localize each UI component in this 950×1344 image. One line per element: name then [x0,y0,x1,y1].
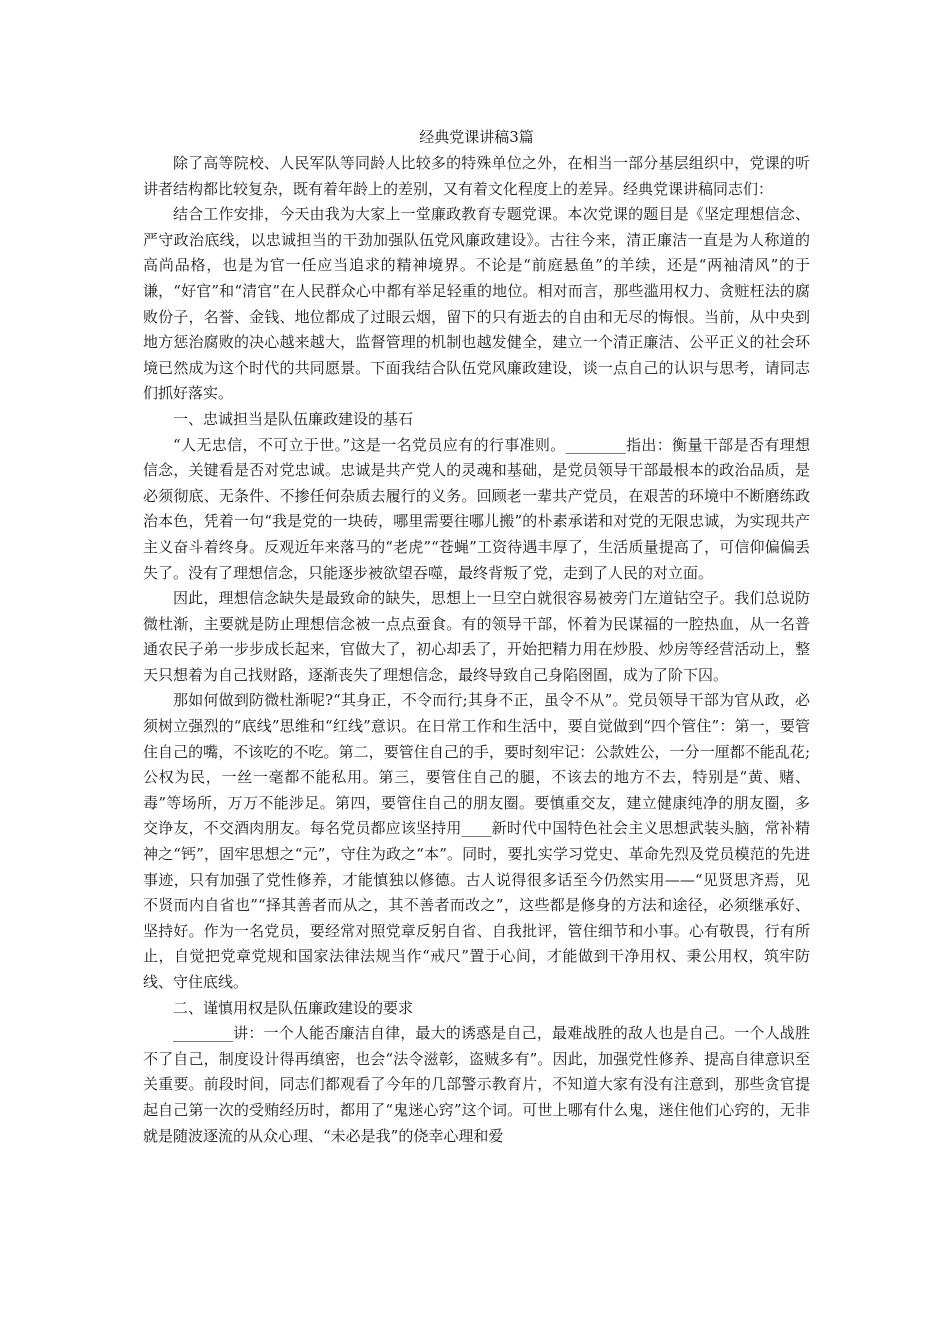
paragraph-prevention: 那如何做到防微杜渐呢?“其身正，不令而行;其身不正，虽令不从”。党员领导干部为官从政，必须树立强烈的“底线”思维和“红线”意识。在日常工作和生活中，要自觉做到“四个管住”：第一，要管住自己的嘴，不该吃的不吃。第二，要管住自己的手，要时刻牢记：公款姓公，一分一厘都不能乱花;公权为民，一丝一毫都不能私用。第三，要管住自己的腿，不该去的地方不去，特别是“黄、赌、毒”等场所，万万不能涉足。第四，要管住自己的朋友圈。要慎重交友，建立健康纯净的朋友圈，多交诤友，不交酒肉朋友。每名党员都应该坚持用____新时代中国特色社会主义思想武装头脑，常补精神之“钙”，固牢思想之“元”，守住为政之“本”。同时，要扎实学习党史、革命先烈及党员模范的先进事迹，只有加强了党性修养，才能慎独以修德。古人说得很多话至今仍然实用——“见贤思齐焉，见不贤而内自省也”“择其善者而从之，其不善者而改之”，这些都是修身的方法和途径，必须继承好、坚持好。作为一名党员，要经常对照党章反躬自省、自我批评，管住细节和小事。心有敬畏，行有所止，自觉把党章党规和国家法律法规当作“戒尺”置于心间，才能做到干净用权、秉公用权，筑牢防线、守住底线。 [143,691,810,991]
paragraph-self-discipline: ________讲：一个人能否廉洁自律，最大的诱惑是自己，最难战胜的敌人也是自己。一个人战胜不了自己，制度设计得再缜密，也会“法令滋彰，盗贼多有”。因此，加强党性修养、提高自律意识至关重要。前段时间，同志们都观看了今年的几部警示教育片，不知道大家有没有注意到，那些贪官提起自己第一次的受贿经历时，都用了“鬼迷心窍”这个词。可世上哪有什么鬼，迷住他们心窍的，无非就是随波逐流的从众心理、“未必是我”的侥幸心理和爱 [143,1024,810,1145]
paragraph-opening: 结合工作安排，今天由我为大家上一堂廉政教育专题党课。本次党课的题目是《坚定理想信念、严守政治底线，以忠诚担当的干劲加强队伍党风廉政建设》。古往今来，清正廉洁一直是为人称道的高尚品格，也是为官一任应当追求的精神境界。不论是“前庭悬鱼”的羊续，还是“两袖清风”的于谦，“好官”和“清官”在人民群众心中都有举足轻重的地位。相对而言，那些滥用权力、贪赃枉法的腐败份子，名誉、金钱、地位都成了过眼云烟，留下的只有逝去的自由和无尽的悔恨。当前，从中央到地方惩治腐败的决心越来越大，监督管理的机制也越发健全，建立一个清正廉洁、公平正义的社会环境已然成为这个时代的共同愿景。下面我结合队伍党风廉政建设，谈一点自己的认识与思考，请同志们抓好落实。 [143,205,810,403]
document-page [143,124,810,1149]
paragraph-intro: 除了高等院校、人民军队等同龄人比较多的特殊单位之外，在相当一部分基层组织中，党课的听讲者结构都比较复杂，既有着年龄上的差别，又有着文化程度上的差异。经典党课讲稿同志们： [143,154,810,198]
document-title: 经典党课讲稿3篇 [419,128,534,146]
section-heading-1: 一、忠诚担当是队伍廉政建设的基石 [173,409,414,428]
section-heading-2: 二、谨慎用权是队伍廉政建设的要求 [173,998,414,1017]
paragraph-loyalty: “人无忠信，不可立于世。”这是一名党员应有的行事准则。________指出：衡量干部是否有理想信念，关键看是否对党忠诚。忠诚是共产党人的灵魂和基础，是党员领导干部最根本的政治品质，是必须彻底、无条件、不掺任何杂质去履行的义务。回顾老一辈共产党员，在艰苦的环境中不断磨练政治本色，凭着一句“我是党的一块砖，哪里需要往哪儿搬”的朴素承诺和对党的无限忠诚，为实现共产主义奋斗着终身。反观近年来落马的“老虎”“苍蝇”工资待遇丰厚了，生活质量提高了，可信仰偏偏丢失了。没有了理想信念，只能逐步被欲望吞噬，最终背叛了党，走到了人民的对立面。 [143,435,810,582]
paragraph-ideals: 因此，理想信念缺失是最致命的缺失，思想上一旦空白就很容易被旁门左道钻空子。我们总说防微杜渐，主要就是防止理想信念被一点点蚕食。有的领导干部，怀着为民谋福的一腔热血，从一名普通农民子弟一步步成长起来，官做大了，初心却丢了，开始把精力用在炒股、炒房等经营活动上，整天只想着为自己找财路，逐渐丧失了理想信念，最终导致自己身陷囹圄，成为了阶下囚。 [143,589,810,684]
